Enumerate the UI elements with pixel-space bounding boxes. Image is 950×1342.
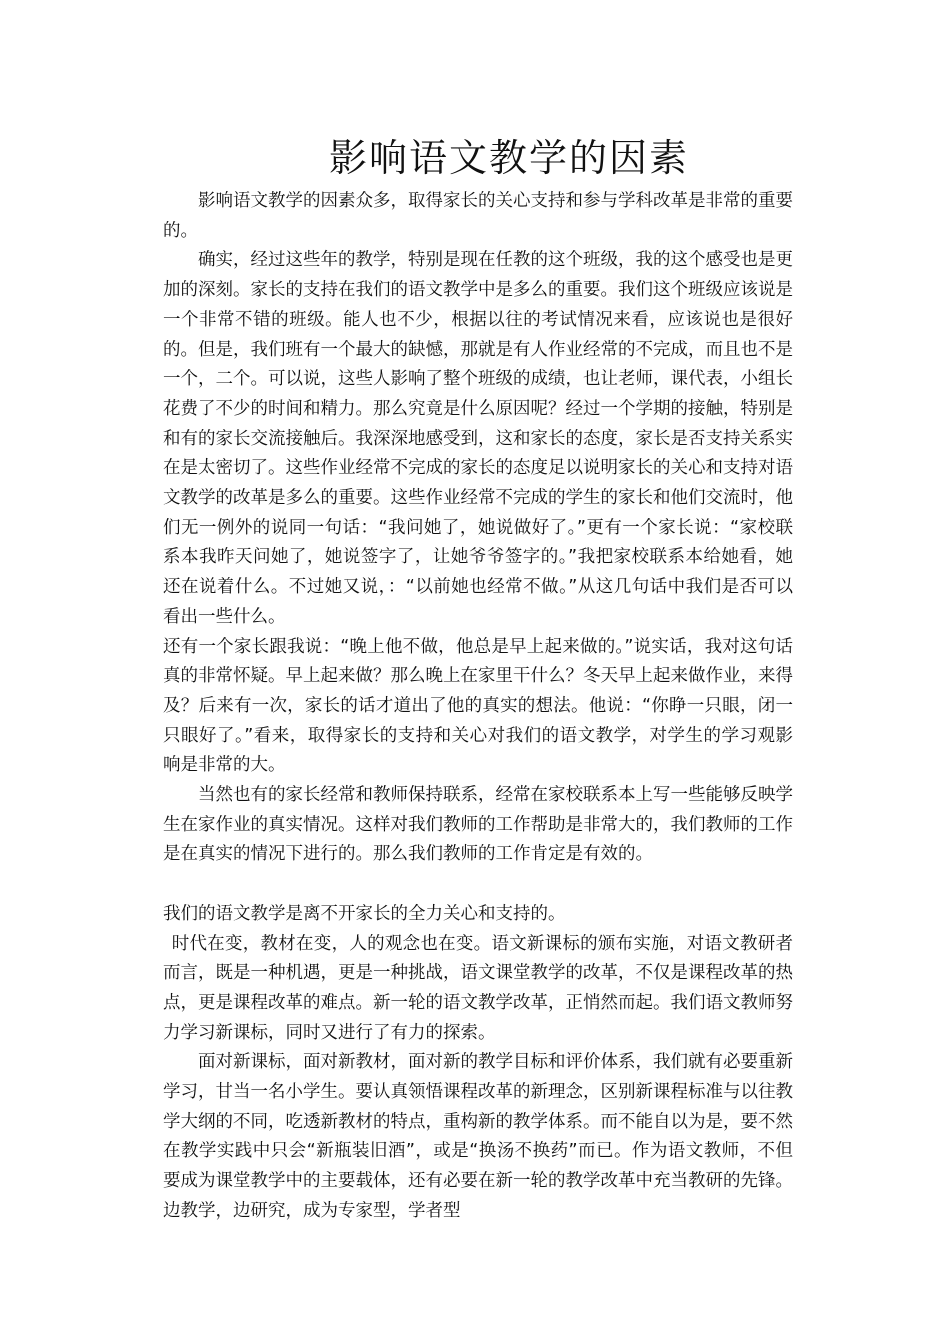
paragraph-intro: 影响语文教学的因素众多，取得家长的关心支持和参与学科改革是非常的重要的。: [163, 191, 793, 241]
document-title: 影响语文教学的因素: [328, 136, 689, 180]
paragraph-new-standards: 面对新课标，面对新教材，面对新的教学目标和评价体系，我们就有必要重新学习，甘当一名小学生。要认真领悟课程改革的新理念，区别新课程标准与以往教学大纲的不同，吃透新教材的特点，重构新的教学体系。而不能自以为是，要不然在教学实践中只会“新瓶装旧酒”，或是“换汤不换药”而已。作为语文教师，不但要成为课堂教学中的主要载体，还有必要在新一轮的教学改革中充当教研的先锋。边教学，边研究，成为专家型，学者型: [163, 1052, 793, 1221]
paragraph-parent-quote: 还有一个家长跟我说：“晚上他不做，他总是早上起来做的。”说实话，我对这句话真的非常怀疑。早上起来做？那么晚上在家里干什么？冬天早上起来做作业，来得及？后来有一次，家长的话才道出了他的真实的想法。他说：“你睁一只眼，闭一只眼好了。”看来，取得家长的支持和关心对我们的语文教学，对学生的学习观影响是非常的大。: [163, 636, 793, 776]
paragraph-curriculum-reform: 时代在变，教材在变，人的观念也在变。语文新课标的颁布实施，对语文教研者而言，既是一种机遇，更是一种挑战，语文课堂教学的改革，不仅是课程改革的热点，更是课程改革的难点。新一轮的语文教学改革，正悄然而起。我们语文教师努力学习新课标，同时又进行了有力的探索。: [163, 933, 793, 1043]
paragraph-spacer: [163, 870, 793, 900]
paragraph-summary: 我们的语文教学是离不开家长的全力关心和支持的。: [163, 903, 566, 924]
document-body: [163, 187, 793, 1227]
paragraph-parent-contact: 当然也有的家长经常和教师保持联系，经常在家校联系本上写一些能够反映学生在家作业的真实情况。这样对我们教师的工作帮助是非常大的，我们教师的工作是在真实的情况下进行的。那么我们教师的工作肯定是有效的。: [163, 785, 793, 865]
paragraph-homework-experience: 确实，经过这些年的教学，特别是现在任教的这个班级，我的这个感受也是更加的深刻。家长的支持在我们的语文教学中是多么的重要。我们这个班级应该说是一个非常不错的班级。能人也不少，根据以往的考试情况来看，应该说也是很好的。但是，我们班有一个最大的缺憾，那就是有人作业经常的不完成，而且也不是一个，二个。可以说，这些人影响了整个班级的成绩，也让老师，课代表，小组长花费了不少的时间和精力。那么究竟是什么原因呢？经过一个学期的接触，特别是和有的家长交流接触后。我深深地感受到，这和家长的态度，家长是否支持关系实在是太密切了。这些作业经常不完成的家长的态度足以说明家长的关心和支持对语文教学的改革是多么的重要。这些作业经常不完成的学生的家长和他们交流时，他们无一例外的说同一句话：“我问她了，她说做好了。”更有一个家长说：“家校联系本我昨天问她了，她说签字了，让她爷爷签字的。”我把家校联系本给她看，她还在说着什么。不过她又说，：“以前她也经常不做。”从这几句话中我们是否可以看出一些什么。: [163, 250, 793, 627]
